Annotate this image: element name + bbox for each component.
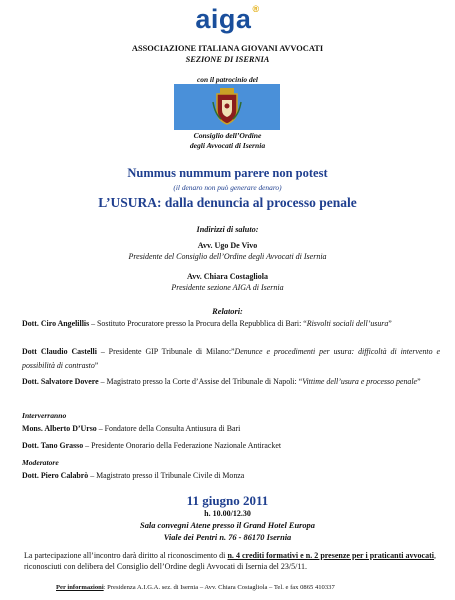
participation-text-end: , riconosciuti con delibera del Consiglio dell’Ordine degli Avvocati di Isernia del 23/5/11.: [24, 551, 436, 571]
participation-note: [24, 551, 436, 572]
speaker-name: Dott. Salvatore Dovere: [22, 377, 99, 386]
moderator-item: [22, 469, 440, 483]
speaker-topic: Vittime dell’usura e processo penale: [302, 377, 418, 386]
venue-line-2: Viale dei Pentri n. 76 - 86170 Isernia: [163, 533, 292, 542]
speaker-role: – Sostituto Procuratore presso la Procura della Repubblica di Bari: “: [89, 319, 307, 328]
section-name: SEZIONE DI ISERNIA: [185, 55, 270, 64]
speaker-item: [22, 375, 440, 389]
intervention-name: Mons. Alberto D’Urso: [22, 424, 97, 433]
info-label: Per informazioni: [56, 584, 104, 591]
speaker-item: [22, 345, 440, 372]
patronage-label: con il patrocinio del: [197, 75, 258, 84]
speaker-role: – Magistrato presso la Corte d’Assise del Tribunale di Napoli: “: [98, 377, 303, 386]
speaker-item: [22, 317, 440, 331]
greeting-name-1: Avv. Ugo De Vivo: [197, 241, 258, 250]
quote-close: ”: [417, 377, 421, 386]
quote-close: ”: [94, 360, 99, 370]
interventions-heading: Interverranno: [22, 411, 67, 420]
aiga-logo: [0, 4, 455, 35]
participation-text: La partecipazione all’incontro darà diritto al riconoscimento di: [24, 551, 228, 560]
greetings-heading: Indirizzi di saluto:: [196, 225, 259, 234]
intervention-role: – Presidente Onorario della Federazione Nazionale Antiracket: [83, 441, 282, 450]
speaker-topic: Risvolti sociali dell’usura: [306, 319, 389, 328]
info-text: : Presidenza A.I.G.A. sez. di Isernia – Avv. Chiara Costagliola – Tel. e fax 0865 410337: [103, 584, 335, 591]
contact-info: [56, 584, 335, 591]
greeting-name-2: Avv. Chiara Costagliola: [187, 272, 268, 281]
intervention-item: [22, 422, 440, 436]
credits-highlight: n. 4 crediti formativi e n. 2 presenze per i praticanti avvocati: [227, 551, 434, 560]
greeting-role-2: Presidente sezione AIGA di Isernia: [171, 283, 284, 292]
logo-text: aiga: [195, 4, 252, 34]
greeting-role-1: Presidente del Consiglio dell’Ordine degli Avvocati di Isernia: [128, 252, 327, 261]
event-hours: h. 10.00/12.30: [204, 509, 251, 518]
crest-icon: [211, 86, 243, 126]
moderator-heading: Moderatore: [22, 458, 59, 467]
event-venue: [0, 520, 455, 544]
moderator-name: Dott. Piero Calabrò: [22, 471, 89, 480]
council-line-2: degli Avvocati di Isernia: [189, 141, 266, 150]
council-line-1: Consiglio dell’Ordine: [193, 131, 262, 140]
venue-line-1: Sala convegni Atene presso il Grand Hotel Europa: [140, 521, 315, 530]
speaker-topic: Denunce e procedimenti per usura: difficoltà di intervento e possibilità di contrasto: [22, 347, 440, 370]
association-name: ASSOCIAZIONE ITALIANA GIOVANI AVVOCATI: [131, 44, 324, 53]
event-title: L’USURA: dalla denuncia al processo penale: [98, 195, 357, 210]
quote-close: ”: [388, 319, 392, 328]
event-date: 11 giugno 2011: [186, 493, 269, 508]
speaker-name: Dott. Ciro Angelillis: [22, 319, 90, 328]
latin-motto: Nummus nummum parere non potest: [127, 166, 328, 180]
speaker-name: Dott Claudio Castelli: [22, 347, 97, 356]
council-name: [0, 131, 455, 151]
speakers-heading: Relatori:: [212, 307, 243, 316]
intervention-role: – Fondatore della Consulta Antiusura di Bari: [96, 424, 241, 433]
intervention-name: Dott. Tano Grasso: [22, 441, 84, 450]
logo-mark: ®: [252, 4, 260, 14]
moderator-role: – Magistrato presso il Tribunale Civile di Monza: [88, 471, 245, 480]
motto-translation: (il denaro non può generare denaro): [173, 183, 282, 192]
intervention-item: [22, 439, 440, 453]
speaker-role: – Presidente GIP Tribunale di Milano:”: [96, 347, 235, 356]
